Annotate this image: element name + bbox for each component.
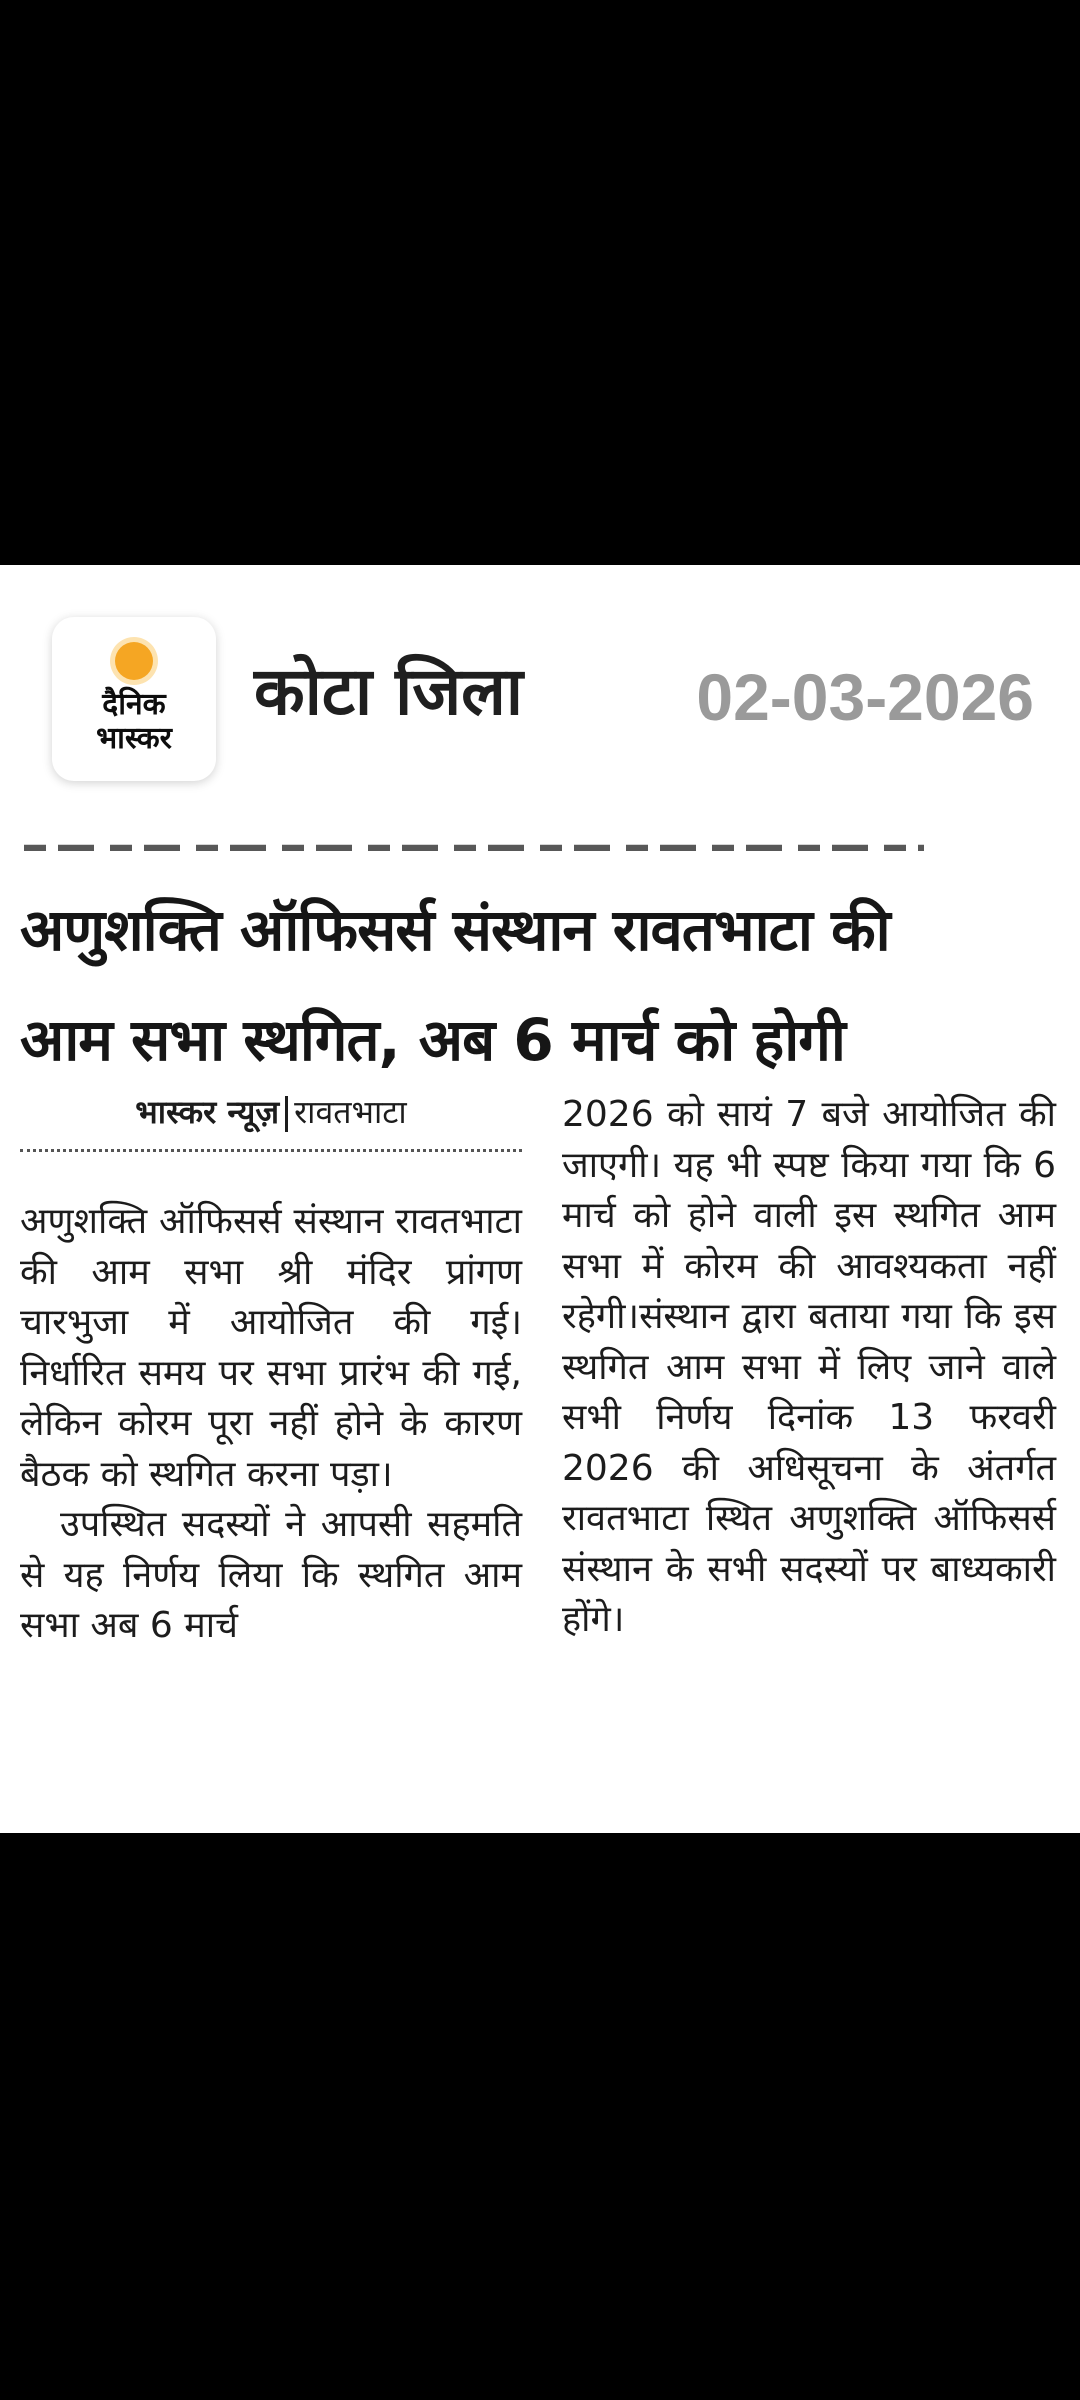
edition-date: 02-03-2026 — [696, 660, 1034, 734]
byline — [20, 1087, 522, 1152]
article-paragraph-2-continued: 2026 को सायं 7 बजे आयोजित की जाएगी। यह भी स्पष्ट किया गया कि 6 मार्च को होने वाली इस स्थगित आम सभा में कोरम की आवश्यकता नहीं रहेगी।संस्थान द्वारा बताया गया कि इस स्थगित आम सभा में लिए जाने वाले सभी निर्णय दिनांक 13 फरवरी 2026 की अधिसूचना के अंतर्गत रावतभाटा स्थित अणुशक्ति ऑफिसर्स संस्थान के सभी सदस्यों पर बाध्यकारी होंगे। — [562, 1094, 1056, 1640]
byline-place: रावतभाटा — [294, 1093, 407, 1131]
sun-icon — [115, 642, 153, 680]
byline-divider — [285, 1096, 288, 1132]
article-column-right — [562, 1090, 1056, 1646]
headline-line-2: आम सभा स्थगित, अब 6 मार्च को होगी — [20, 1006, 845, 1074]
headline-line-1: अणुशक्ति ऑफिसर्स संस्थान रावतभाटा की — [20, 896, 890, 964]
article-paragraph-1: अणुशक्ति ऑफिसर्स संस्थान रावतभाटा की आम सभा श्री मंदिर प्रांगण चारभुजा में आयोजित की गई। निर्धारित समय पर सभा प्रारंभ की गई, लेकिन कोरम पूरा नहीं होने के कारण बैठक को स्थगित करना पड़ा। — [20, 1201, 522, 1495]
logo-text-line2: भास्कर — [96, 721, 172, 756]
district-title: कोटा जिला — [254, 653, 524, 730]
logo-text-line1: दैनिक — [102, 687, 166, 722]
newspaper-clipping — [14, 835, 1066, 1803]
byline-source: भास्कर न्यूज़ — [135, 1093, 280, 1131]
article-paragraph-2: उपस्थित सदस्यों ने आपसी सहमति से यह निर्णय लिया कि स्थगित आम सभा अब 6 मार्च — [20, 1504, 522, 1646]
article-column-left — [20, 1197, 522, 1652]
dainik-bhaskar-logo — [52, 617, 216, 781]
cut-text-remnant — [24, 837, 924, 851]
article-headline — [20, 875, 1060, 1095]
news-card — [0, 565, 1080, 1833]
